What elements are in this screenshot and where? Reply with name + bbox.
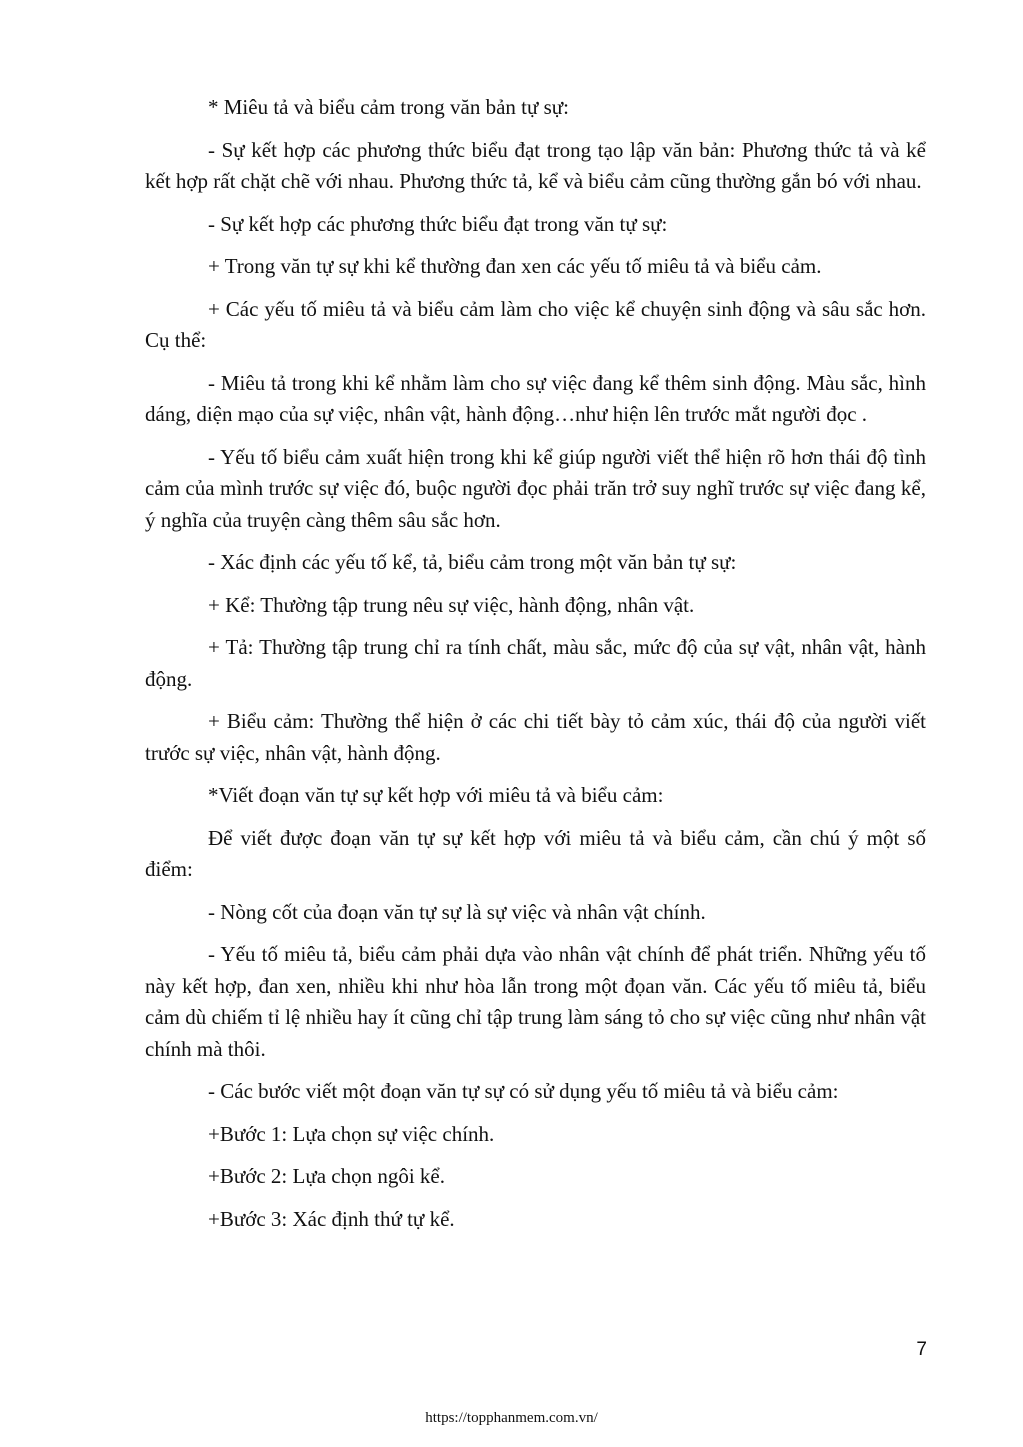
paragraph: +Bước 2: Lựa chọn ngôi kể. — [208, 1164, 445, 1188]
paragraph: + Trong văn tự sự khi kể thường đan xen các yếu tố miêu tả và biểu cảm. — [208, 254, 822, 278]
paragraph: +Bước 1: Lựa chọn sự việc chính. — [208, 1121, 495, 1146]
paragraph: + Tả: Thường tập trung chỉ ra tính chất, màu sắc, mức độ của sự vật, nhân vật, hành động. — [145, 635, 926, 691]
paragraph: * Miêu tả và biểu cảm trong văn bản tự sự: — [208, 95, 570, 119]
paragraph: - Yếu tố miêu tả, biểu cảm phải dựa vào nhân vật chính để phát triển. Những yếu tố này kết hợp, đan xen, nhiều khi như hòa lẫn trong một đọan văn. Các yếu tố miêu tả, biểu cảm dù chiếm tỉ lệ nhiều hay ít cũng chỉ tập trung làm sáng tỏ cho sự việc cũng như nhân vật chính mà thôi. — [145, 942, 926, 1061]
paragraph: + Biểu cảm: Thường thể hiện ở các chi tiết bày tỏ cảm xúc, thái độ của người viết trước sự việc, nhân vật, hành động. — [145, 709, 926, 765]
paragraph: *Viết đoạn văn tự sự kết hợp với miêu tả và biểu cảm: — [208, 783, 664, 807]
footer-url[interactable]: https://topphanmem.com.vn/ — [425, 1410, 598, 1426]
paragraph: - Xác định các yếu tố kể, tả, biểu cảm trong một văn bản tự sự: — [208, 550, 737, 574]
paragraph: - Sự kết hợp các phương thức biểu đạt trong tạo lập văn bản: Phương thức tả và kể kết hợp rất chặt chẽ với nhau. Phương thức tả, kể và biểu cảm cũng thường gắn bó với nhau. — [145, 137, 926, 193]
paragraph: + Kể: Thường tập trung nêu sự việc, hành động, nhân vật. — [208, 592, 695, 617]
page-number: 7 — [916, 1339, 927, 1360]
paragraph: Để viết được đoạn văn tự sự kết hợp với miêu tả và biểu cảm, cần chú ý một số điểm: — [145, 825, 926, 881]
paragraph: +Bước 3: Xác định thứ tự kể. — [208, 1206, 455, 1231]
paragraph: + Các yếu tố miêu tả và biểu cảm làm cho việc kể chuyện sinh động và sâu sắc hơn. Cụ thể: — [145, 296, 926, 352]
paragraph: - Các bước viết một đoạn văn tự sự có sử dụng yếu tố miêu tả và biểu cảm: — [208, 1079, 839, 1103]
paragraph: - Miêu tả trong khi kể nhằm làm cho sự việc đang kể thêm sinh động. Màu sắc, hình dáng, diện mạo của sự việc, nhân vật, hành động…như hiện lên trước mắt người đọc . — [145, 370, 926, 426]
paragraph: - Nòng cốt của đoạn văn tự sự là sự việc và nhân vật chính. — [208, 899, 706, 924]
paragraph: - Yếu tố biểu cảm xuất hiện trong khi kể giúp người viết thể hiện rõ hơn thái độ tình cảm của mình trước sự việc đó, buộc người đọc phải trăn trở suy nghĩ trước sự việc đang kể, ý nghĩa của truyện càng thêm sâu sắc hơn. — [145, 444, 926, 532]
document-body — [145, 92, 926, 1246]
paragraph: - Sự kết hợp các phương thức biểu đạt trong văn tự sự: — [208, 211, 668, 236]
